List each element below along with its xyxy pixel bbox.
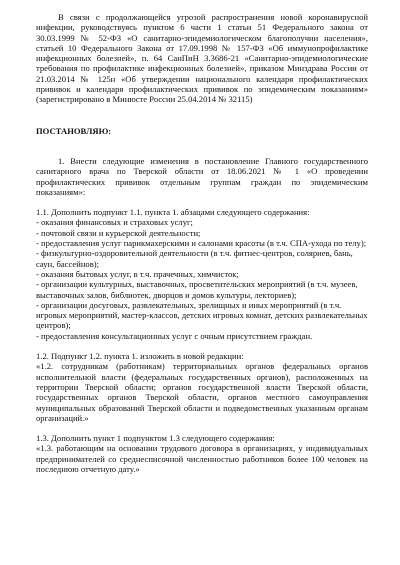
spacer xyxy=(36,197,368,207)
list-item: - предоставления услуг парикмахерскими и салонами красоты (в т.ч. СПА-ухода по телу); xyxy=(36,238,367,249)
list-item: - организации культурных, выставочных, просветительских мероприятий (в т.ч. музеев, выставочных залов, библиотек, дворцов и домов культуры, лекториев); xyxy=(36,279,358,300)
section-1-3-text: «1.3. работающим на основании трудового договора в организациях, у индивидуальных предпринимателей со среднесписочной численностью работников более 100 человек на последнюю отчетную дату.» xyxy=(36,443,368,474)
document-page xyxy=(36,12,368,474)
list-item: - оказания финансовых и страховых услуг; xyxy=(36,217,193,228)
spacer xyxy=(36,341,368,351)
section-1-3-intro: 1.3. Дополнить пункт 1 подпунктом 1.3 следующего содержания: xyxy=(36,433,275,444)
point-1-paragraph: 1. Внести следующие изменения в постановление Главного государственного санитарного врача по Тверской области от 18.06.2021 № 1 «О проведении профилактических прививок отдельным группам граждан по эпидемическим показаниям»: xyxy=(36,155,368,197)
section-1-2-intro: 1.2. Подпункт 1.2. пункта 1. изложить в новой редакции: xyxy=(36,351,244,362)
list-item: - предоставления консультационных услуг с очным присутствием граждан. xyxy=(36,330,313,341)
list-item: - почтовой связи и курьерской деятельности; xyxy=(36,227,201,238)
list-item: - организации досуговых, развлекательных, зрелищных и иных мероприятий (в т.ч. игровых мероприятий, мастер-классов, детских игровых комнат, детских развлекательных центров); xyxy=(36,299,368,331)
preamble-paragraph: В связи с продолжающейся угрозой распространения новой коронавирусной инфекции, руководствуясь пунктом 6 части 1 статьи 51 Федерального закона от 30.03.1999 № 52-ФЗ «О санитарно-эпидемиологическом благополучии населения», статьей 10 Федерального Закона от 17.09.1998 № 157-ФЗ «Об иммунопрофилактике инфекционных болезней», п. 64 СанПиН 3.3686-21 «Санитарно-эпидемиологические требования по профилактике инфекционных болезней», приказом Минздрава России от 21.03.2014 № 125н «Об утверждении национального календаря профилактических прививок и календаря профилактических прививок по эпидемическим показаниям» (зарегистрировано в Минюсте России 25.04.2014 № 32115) xyxy=(36,12,368,105)
section-1-1-intro: 1.1. Дополнить подпункт 1.1. пункта 1. абзацами следующего содержания: xyxy=(36,207,310,218)
resolution-heading: ПОСТАНОВЛЯЮ: xyxy=(36,125,112,136)
spacer xyxy=(36,423,368,433)
list-item: - оказания бытовых услуг, в т.ч. прачечных, химчисток; xyxy=(36,268,239,279)
section-1-2-text: «1.2. сотрудникам (работникам) территориальных органов федеральных органов исполнительной власти (федеральных государственных органов), расположенных на территории Тверской области; органов государственной власти Тверской области, государственных органов Тверской области, органов местного самоуправления муниципальных образований Тверской области и подведомственных указанным органам организаций.» xyxy=(36,361,368,423)
list-item: - физкультурно-оздоровительной деятельности (в т.ч. фитнес-центров, соляриев, бань, саун, бассейнов); xyxy=(36,248,353,269)
